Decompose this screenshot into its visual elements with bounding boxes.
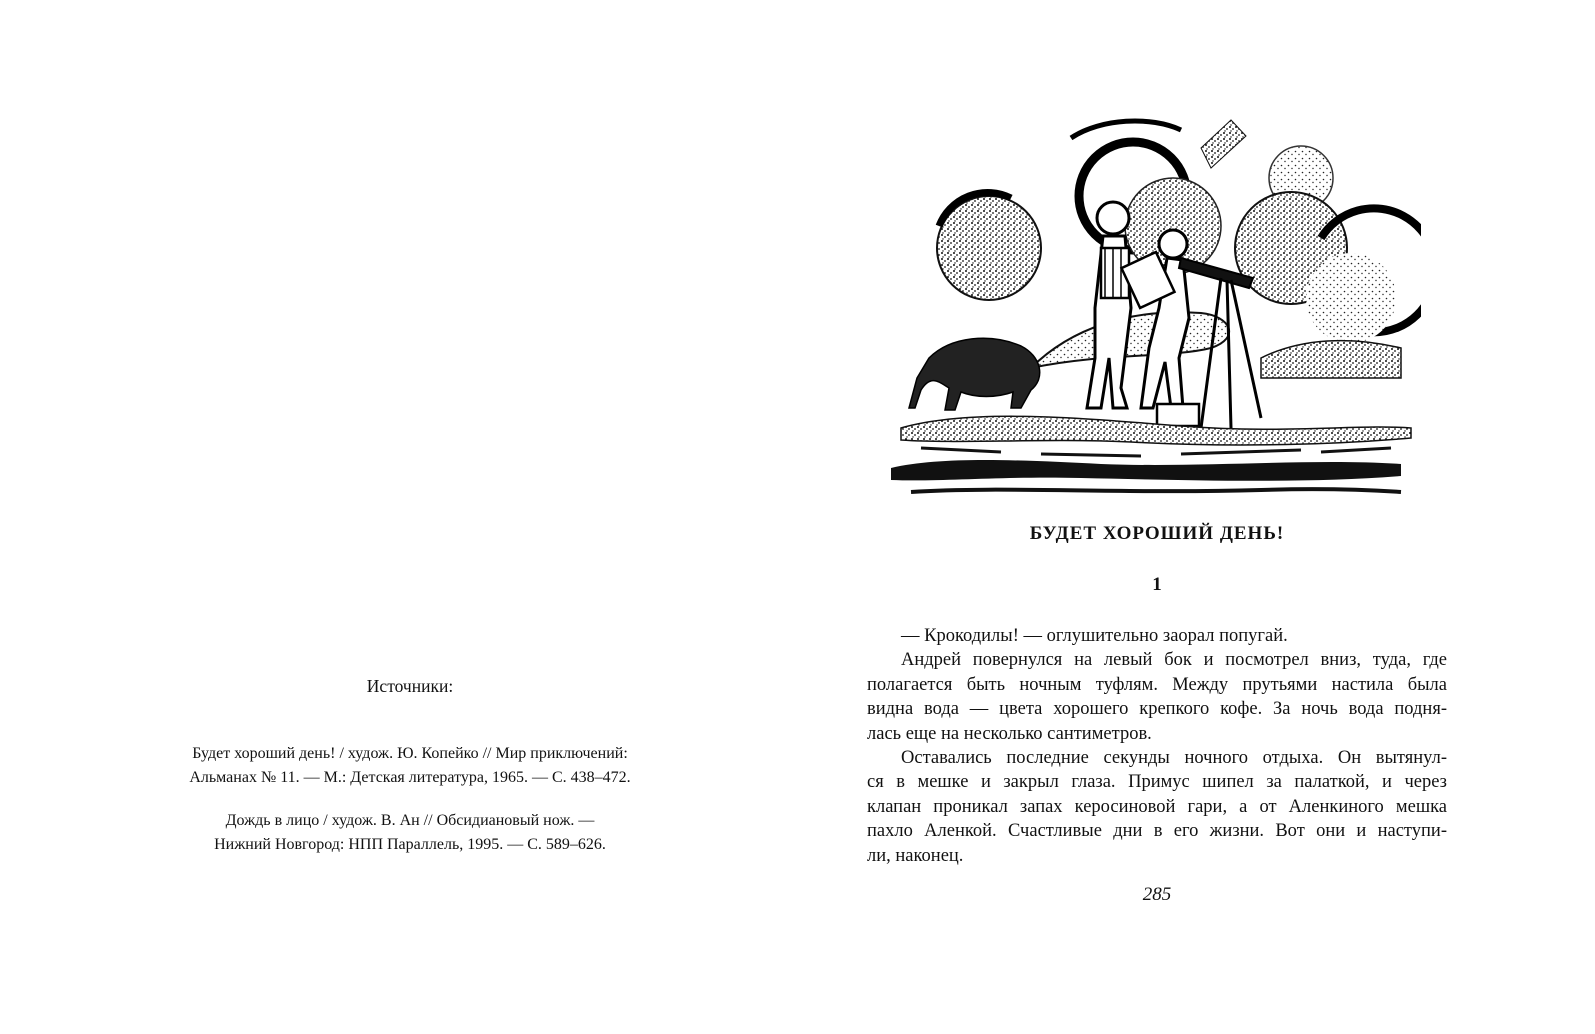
text-line: пахло Аленкой. Счастливые дни в его жизни. Вот они и наступи- bbox=[867, 821, 1447, 842]
text-line: ли, наконец. bbox=[867, 845, 964, 866]
illustration bbox=[881, 108, 1421, 508]
text-line: Андрей повернулся на левый бок и посмотрел вниз, туда, где bbox=[901, 650, 1447, 671]
source-entry-1 bbox=[0, 742, 820, 790]
source-entry-2-line-1: Дождь в лицо / худож. В. Ан // Обсидиановый нож. — bbox=[225, 812, 595, 829]
source-entry-1-line-1: Будет хороший день! / худож. Ю. Копейко // Мир приключений: bbox=[192, 745, 628, 762]
right-page bbox=[797, 0, 1595, 1034]
source-entry-2 bbox=[0, 809, 820, 857]
sources-heading: Источники: bbox=[366, 676, 454, 696]
text-line: видна вода — цвета хорошего крепкого кофе. За ночь вода подня- bbox=[867, 699, 1447, 720]
text-line: — Крокодилы! — оглушительно заорал попугай. bbox=[901, 626, 1288, 646]
story-title: БУДЕТ ХОРОШИЙ ДЕНЬ! bbox=[1029, 523, 1285, 544]
text-line: лась еще на несколько сантиметров. bbox=[867, 723, 1152, 744]
text-line: Оставались последние секунды ночного отдыха. Он вытянул- bbox=[901, 748, 1447, 769]
source-entry-1-line-2: Альманах № 11. — М.: Детская литература, 1965. — С. 438–472. bbox=[189, 769, 631, 786]
source-entry-2-line-2: Нижний Новгород: НПП Параллель, 1995. — С. 589–626. bbox=[214, 836, 606, 853]
text-line: ся в мешке и закрыл глаза. Примус шипел за палаткой, и через bbox=[867, 772, 1447, 793]
page-number: 285 bbox=[1142, 884, 1172, 905]
text-line: клапан проникал запах керосиновой гари, а от Аленкиного мешка bbox=[867, 796, 1447, 817]
left-page bbox=[0, 0, 797, 1034]
story-body bbox=[867, 624, 1447, 868]
chapter-number: 1 bbox=[1152, 574, 1162, 595]
text-line: полагается быть ночным туфлям. Между прутьями настила была bbox=[867, 674, 1447, 695]
